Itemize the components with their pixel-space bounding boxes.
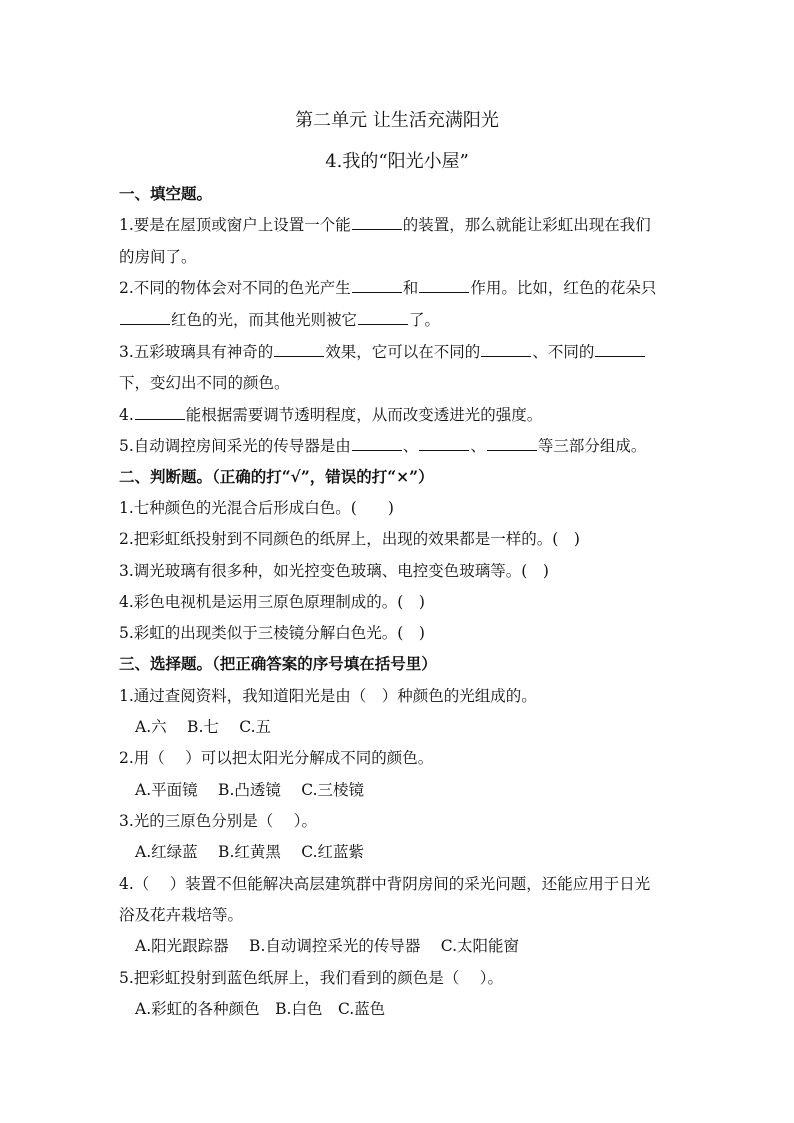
fill-q4-line (119, 404, 679, 426)
tf-q4: 4.彩色电视机是运用三原色原理制成的。( ) (119, 593, 425, 611)
fill-q3-text-c: 、不同的 (532, 343, 595, 361)
answer-blank[interactable] (487, 436, 537, 451)
fill-q1-line2: 的房间了。 (119, 248, 197, 266)
tf-q5: 5.彩虹的出现类似于三棱镜分解白色光。( ) (119, 624, 425, 642)
answer-blank[interactable] (358, 310, 408, 325)
answer-blank[interactable] (274, 342, 324, 357)
fill-q2-text-c: 作用。比如，红色的花朵只 (470, 279, 657, 297)
fill-q2-text-b: 和 (402, 279, 419, 297)
fill-q3-text-a: 3.五彩玻璃具有神奇的 (119, 343, 274, 361)
answer-blank[interactable] (352, 436, 402, 451)
mc-q1-options: A.六 B.七 C.五 (135, 718, 272, 736)
fill-q3-text-b: 效果，它可以在不同的 (325, 343, 481, 361)
answer-blank[interactable] (352, 215, 402, 230)
tf-q2: 2.把彩虹纸投射到不同颜色的纸屏上，出现的效果都是一样的。( ) (119, 530, 580, 548)
answer-blank[interactable] (595, 342, 645, 357)
mc-q3-options: A.红绿蓝 B.红黄黑 C.红蓝紫 (135, 843, 365, 861)
fill-q5-text-d: 等三部分组成。 (537, 437, 647, 455)
answer-blank[interactable] (135, 405, 185, 420)
section-fill-blank-heading: 一、填空题。 (119, 184, 213, 203)
answer-blank[interactable] (481, 342, 531, 357)
fill-q2-text-e: 了。 (409, 311, 441, 329)
answer-blank[interactable] (419, 436, 469, 451)
fill-q3-line1 (119, 341, 679, 363)
answer-blank[interactable] (352, 278, 402, 293)
mc-q1-stem: 1.通过查阅资料，我知道阳光是由（ ）种颜色的光组成的。 (119, 687, 537, 705)
section-true-false-heading: 二、判断题。（正确的打“√”，错误的打“×”） (119, 467, 434, 486)
mc-q5-stem: 5.把彩虹投射到蓝色纸屏上，我们看到的颜色是（ ）。 (119, 969, 503, 987)
fill-q1-line1 (119, 214, 679, 236)
mc-q4-options: A.阳光跟踪器 B.自动调控采光的传导器 C.太阳能窗 (135, 937, 520, 955)
fill-q4-text-a: 4. (119, 406, 134, 424)
answer-blank[interactable] (419, 278, 469, 293)
fill-q1-text-b: 的装置，那么就能让彩虹出现在我们 (402, 216, 651, 234)
fill-q2-line1 (119, 277, 679, 299)
fill-q5-text-c: 、 (470, 437, 486, 455)
fill-q5-line (119, 435, 679, 457)
fill-q5-text-b: 、 (402, 437, 419, 455)
mc-q2-options: A.平面镜 B.凸透镜 C.三棱镜 (135, 781, 365, 799)
mc-q2-stem: 2.用（ ）可以把太阳光分解成不同的颜色。 (119, 749, 434, 767)
mc-q3-stem: 3.光的三原色分别是（ ）。 (119, 812, 317, 830)
fill-q4-text-b: 能根据需要调节透明程度，从而改变透进光的强度。 (185, 406, 543, 424)
fill-q2-line2 (119, 309, 679, 331)
fill-q5-text-a: 5.自动调控房间采光的传导器是由 (119, 437, 351, 455)
tf-q1: 1.七种颜色的光混合后形成白色。( ) (119, 499, 394, 517)
fill-q3-line2: 下，变幻出不同的颜色。 (119, 374, 290, 392)
mc-q5-options: A.彩虹的各种颜色 B.白色 C.蓝色 (135, 1000, 386, 1018)
fill-q2-text-a: 2.不同的物体会对不同的色光产生 (119, 279, 351, 297)
lesson-title: 4.我的“阳光小屋” (325, 151, 469, 172)
mc-q4-stem-continued: 浴及花卉栽培等。 (119, 906, 244, 924)
tf-q3: 3.调光玻璃有很多种，如光控变色玻璃、电控变色玻璃等。( ) (119, 562, 549, 580)
answer-blank[interactable] (120, 310, 170, 325)
fill-q1-text-a: 1.要是在屋顶或窗户上设置一个能 (119, 216, 351, 234)
mc-q4-stem: 4.（ ）装置不但能解决高层建筑群中背阴房间的采光问题，还能应用于日光 (119, 875, 651, 893)
fill-q2-text-d: 红色的光，而其他光则被它 (171, 311, 358, 329)
unit-title: 第二单元 让生活充满阳光 (295, 110, 499, 131)
section-multiple-choice-heading: 三、选择题。（把正确答案的序号填在括号里） (119, 654, 437, 673)
